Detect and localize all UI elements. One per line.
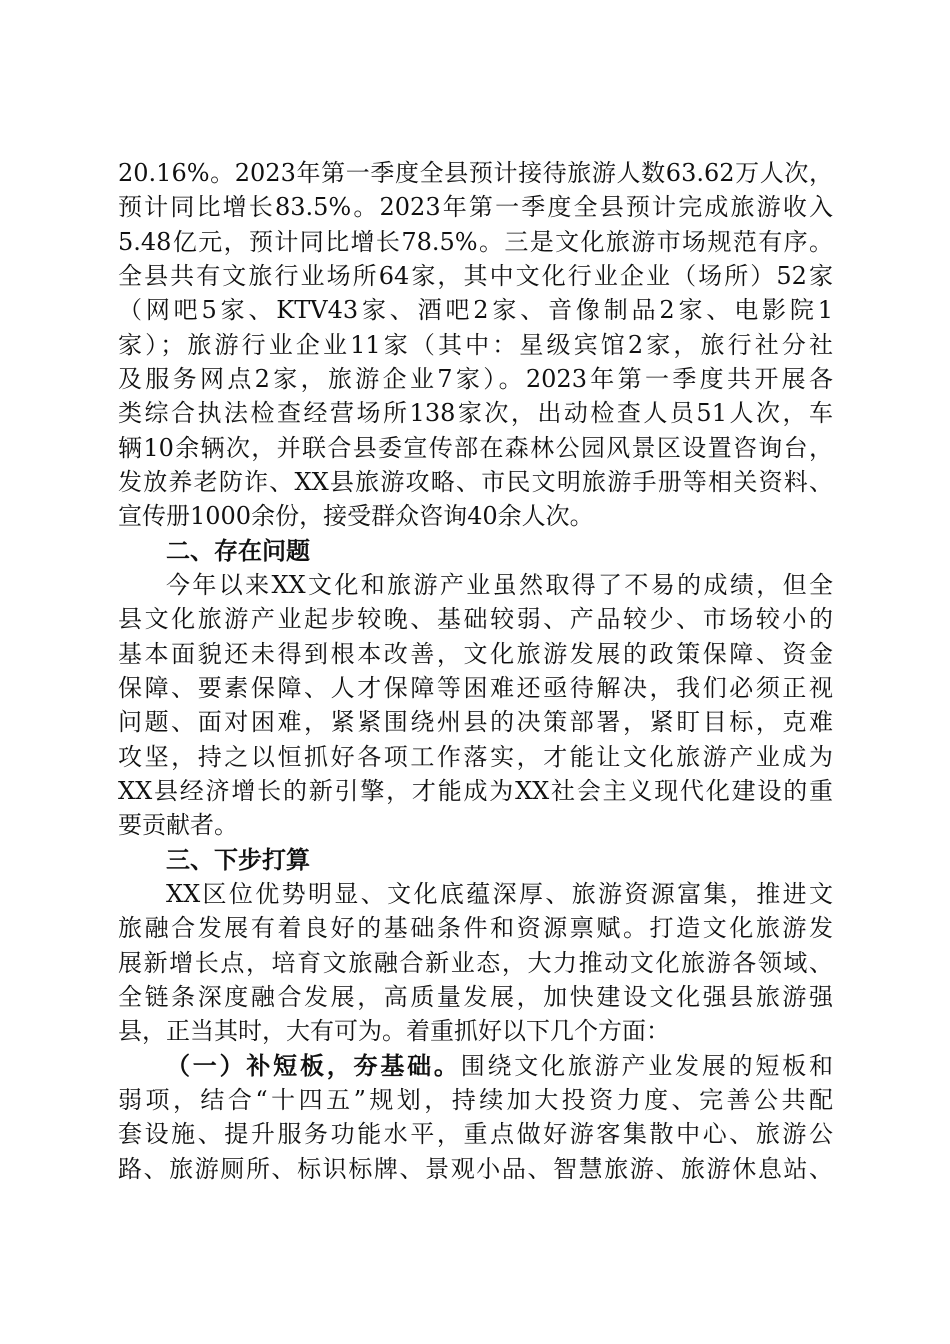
text-line: 套设施、提升服务功能水平，重点做好游客集散中心、旅游公 — [118, 1120, 833, 1149]
text-line: 基本面貌还未得到根本改善，文化旅游发展的政策保障、资金 — [118, 639, 833, 668]
document-body — [118, 156, 833, 1186]
text-line: 类综合执法检查经营场所138家次，出动检查人员51人次，车 — [118, 399, 833, 428]
text-line: 旅融合发展有着良好的基础条件和资源禀赋。打造文化旅游发 — [118, 914, 833, 943]
text-line: 预计同比增长83.5%。2023年第一季度全县预计完成旅游收入 — [118, 193, 833, 222]
paragraph-shore-up-weaknesses — [118, 1049, 833, 1186]
text-line: 全县共有文旅行业场所64家，其中文化行业企业（场所）52家 — [118, 261, 833, 290]
text-line: 县文化旅游产业起步较晚、基础较弱、产品较少、市场较小的 — [118, 605, 833, 634]
paragraph-lead-bold: （一）补短板，夯基础。 — [166, 1050, 461, 1080]
text-line: 家）；旅游行业企业11家（其中：星级宾馆2家，旅行社分社 — [118, 330, 833, 359]
text-line: 弱项，结合“十四五”规划，持续加大投资力度、完善公共配 — [118, 1085, 833, 1114]
text-line: 辆10余辆次，并联合县委宣传部在森林公园风景区设置咨询台， — [118, 433, 833, 462]
text-line: 宣传册1000余份，接受群众咨询40余人次。 — [118, 502, 594, 531]
text-line — [118, 1049, 833, 1083]
text-line: 县，正当其时，大有可为。着重抓好以下几个方面： — [118, 1017, 670, 1046]
text-line: 20.16%。2023年第一季度全县预计接待旅游人数63.62万人次， — [118, 159, 833, 187]
text-line: XX区位优势明显、文化底蕴深厚、旅游资源富集，推进文 — [166, 879, 833, 908]
paragraph-tourism-stats — [118, 156, 833, 534]
text-line: XX县经济增长的新引擎，才能成为XX社会主义现代化建设的重 — [118, 776, 833, 805]
text-line: 全链条深度融合发展，高质量发展，加快建设文化强县旅游强 — [118, 982, 833, 1011]
text-line: 问题、面对困难，紧紧围绕州县的决策部署，紧盯目标，克难 — [118, 708, 833, 737]
text-line: 要贡献者。 — [118, 811, 238, 840]
text-line: 攻坚，持之以恒抓好各项工作落实，才能让文化旅游产业成为 — [118, 742, 833, 771]
text-line: 5.48亿元，预计同比增长78.5%。三是文化旅游市场规范有序。 — [118, 227, 833, 256]
text-line: 展新增长点，培育文旅融合新业态，大力推动文化旅游各领域、 — [118, 948, 833, 977]
text-line: （网吧5家、KTV43家、酒吧2家、音像制品2家、电影院1 — [118, 296, 833, 325]
paragraph-problems — [118, 568, 833, 843]
paragraph-lead-rest: 围绕文化旅游产业发展的短板和 — [460, 1051, 834, 1080]
text-line: 保障、要素保障、人才保障等困难还亟待解决，我们必须正视 — [118, 673, 833, 702]
section-heading-next-steps: 三、下步打算 — [166, 844, 310, 874]
text-line: 路、旅游厕所、标识标牌、景观小品、智慧旅游、旅游休息站、 — [118, 1154, 833, 1183]
text-line: 及服务网点2家，旅游企业7家）。2023年第一季度共开展各 — [118, 364, 833, 393]
text-line: 发放养老防诈、XX县旅游攻略、市民文明旅游手册等相关资料、 — [118, 467, 833, 496]
paragraph-next-steps — [118, 877, 833, 1049]
text-line: 今年以来XX文化和旅游产业虽然取得了不易的成绩，但全 — [166, 570, 833, 599]
section-heading-problems: 二、存在问题 — [166, 535, 310, 565]
